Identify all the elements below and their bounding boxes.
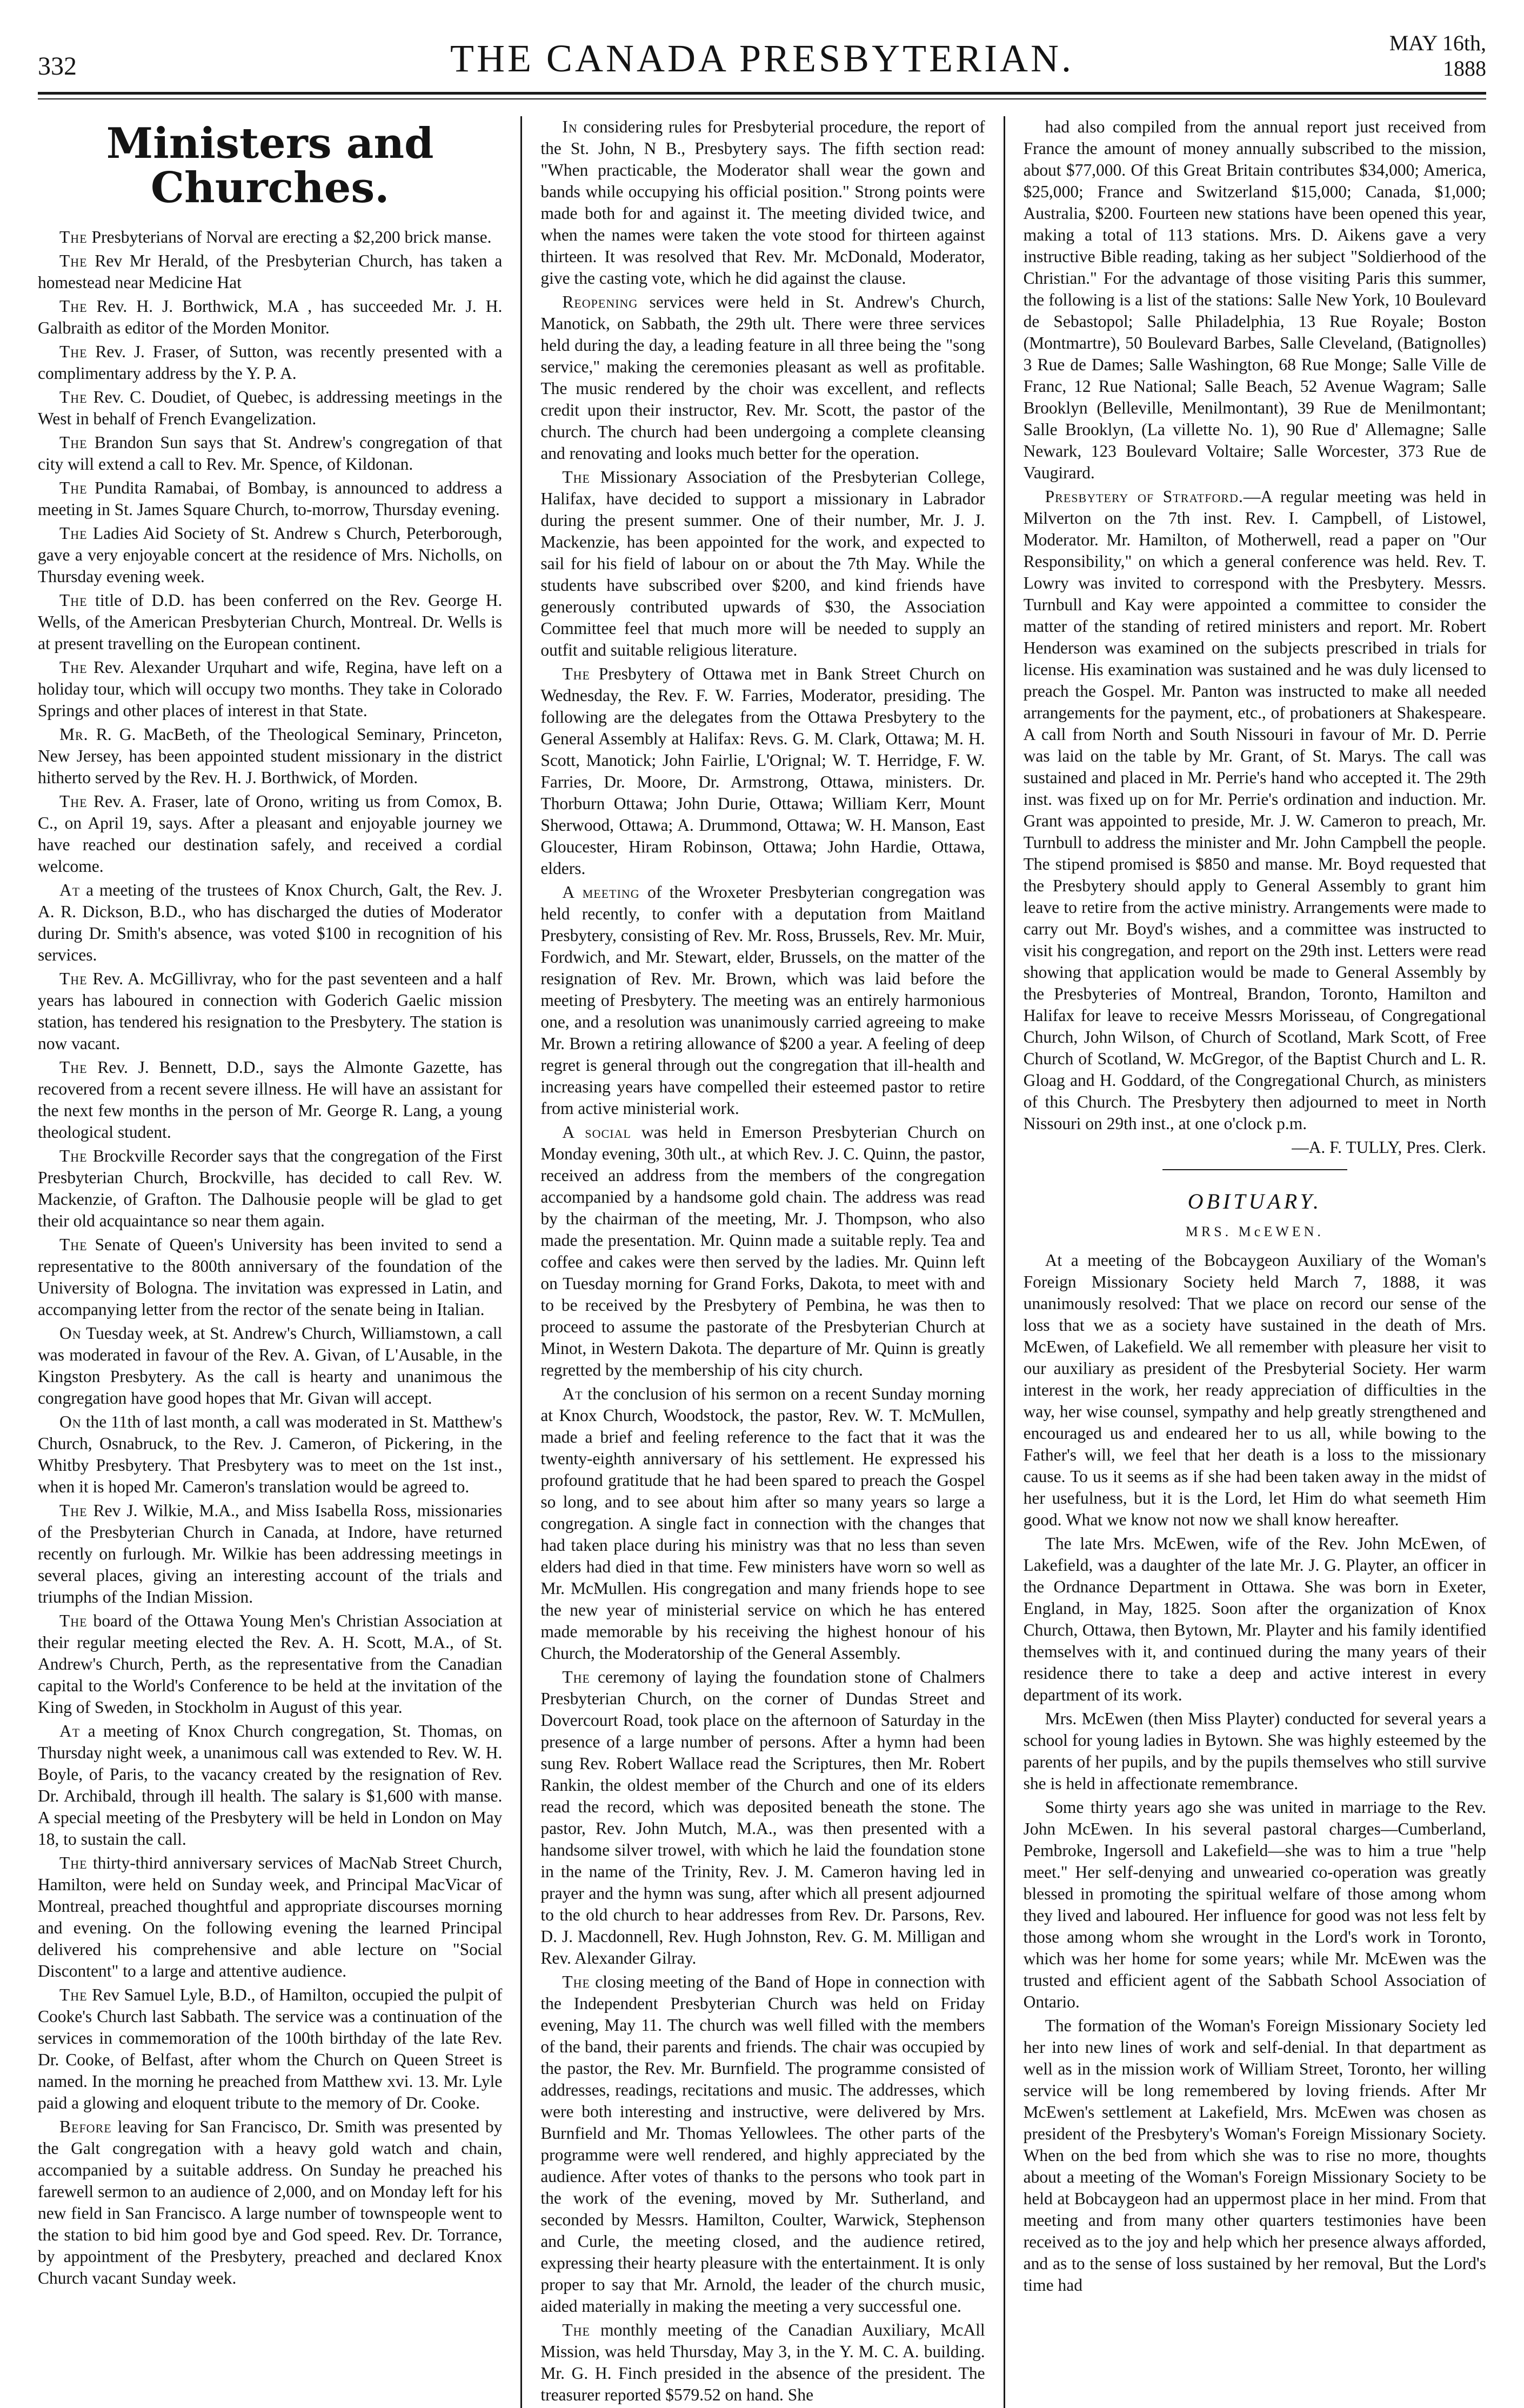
item-text: Pundita Ramabai, of Bombay, is announced to address a meeting in St. James Square Church, to-morrow, Thursday evening. (38, 478, 503, 519)
item-text: Senate of Queen's University has been invited to send a representative to the 800th anniversary of the foundation of the University of Bologna. The invitation was expressed in Latin, and accompanying letter from the rector of the senate being in Italian. (38, 1235, 503, 1319)
masthead (38, 22, 1486, 81)
news-item (1024, 2015, 1486, 2296)
item-lead-word: The (59, 1985, 88, 2004)
item-text: leaving for San Francisco, Dr. Smith was presented by the Galt congregation with a heavy gold watch and chain, accompanied by a suitable address. On Sunday he preached his farewell sermon to an audience of 2,000, and on Monday left for his new field in San Francisco. A large number of townspeople went to the station to bid him good bye and God speed. Rev. Dr. Torrance, by appointment of the Presbytery, preached and declared Knox Church vacant Sunday week. (38, 2117, 503, 2287)
item-lead-word: On (59, 1323, 82, 1343)
news-item (38, 1500, 502, 1608)
news-item (540, 2319, 985, 2406)
news-item (38, 1411, 502, 1498)
news-item (38, 2116, 502, 2289)
item-text: Rev. J. Fraser, of Sutton, was recently presented with a complimentary address by the Y. P. A. (38, 342, 503, 383)
news-item (38, 1323, 502, 1409)
news-item (1024, 1797, 1486, 2013)
news-item (38, 879, 502, 966)
item-text: considering rules for Presbyterial procedure, the report of the St. John, N B., Presbytery says. The fifth section read: "When practicable, the Moderator shall wear the gown and bands while occupying his official position." Strong points were made both for and against it. The meeting divided twice, and when the names were taken the vote stood for thirteen against thirteen. It was resolved that Rev. Mr. McDonald, Moderator, give the casting vote, which he did against the clause. (540, 117, 985, 288)
news-item (38, 1852, 502, 1982)
item-text: Rev. A. Fraser, late of Orono, writing us from Comox, B. C., on April 19, says. After a pleasant and enjoyable journey we have reached our destination safely, and received a cordial welcome. (38, 791, 503, 876)
item-text: a meeting of Knox Church congregation, St. Thomas, on Thursday night week, a unanimous call was extended to Rev. W. H. Boyle, of Paris, to the vacancy created by the resignation of Rev. Dr. Archibald, through ill health. The salary is $1,600 with manse. A special meeting of the Presbytery will be held in London on May 18, to sustain the call. (38, 1721, 503, 1849)
news-item (38, 296, 502, 339)
item-lead-word: The (59, 791, 88, 811)
item-lead-word: The (59, 342, 88, 361)
item-lead-word: The (59, 296, 88, 316)
item-text: a meeting of the trustees of Knox Church, Galt, the Rev. J. A. R. Dickson, B.D., who has discharged the duties of Moderator during Dr. Smith's absence, was voted $100 in recognition of his services. (38, 880, 503, 964)
news-item (38, 968, 502, 1055)
news-item (540, 466, 985, 661)
item-text: R. G. MacBeth, of the Theological Seminary, Princeton, New Jersey, has been appointed student missionary in the district hitherto served by the Rev. H. J. Borthwick, of Morden. (38, 724, 503, 787)
item-lead-word: The (59, 1853, 88, 1872)
item-lead-word: At (59, 1721, 81, 1740)
item-text: Mrs. McEwen (then Miss Playter) conducted for several years a school for young ladies in Bytown. She was highly esteemed by the parents of her pupils, and by the pupils themselves who still survive she is held in affectionate remembrance. (1023, 1709, 1486, 1793)
item-text: the conclusion of his sermon on a recent Sunday morning at Knox Church, Woodstock, the pastor, Rev. W. T. McMullen, made a brief and feeling reference to the fact that it was the twenty-eighth anniversary of his settlement. He expressed his profound gratitude that he had been spared to preach the Gospel so long, and to see about him after so many years so large a congregation. A single fact in connection with the changes that had taken place during his ministry was that no less than seven elders had died in that time. Few ministers have worn so well as Mr. McMullen. His congregation and many friends hope to see the new year of ministerial service on which he has entered made memorable by his receiving the highest honour of his Church, the Moderatorship of the General Assembly. (540, 1384, 985, 1663)
item-text: Rev. A. McGillivray, who for the past seventeen and a half years has laboured in connection with Goderich Gaelic mission station, has tendered his resignation to the Presbytery. The station is now vacant. (38, 969, 503, 1053)
obituary-heading: OBITUARY. (1187, 1189, 1322, 1213)
news-item (38, 1610, 502, 1718)
item-lead-word: The (59, 523, 88, 543)
item-lead-word: The (59, 478, 88, 497)
item-lead-word: The (59, 387, 88, 406)
item-text: title of D.D. has been conferred on the Rev. George H. Wells, of the American Presbyterian Church, Montreal. Dr. Wells is at present travelling on the European continent. (38, 590, 503, 653)
item-text: of the Wroxeter Presbyterian congregation was held recently, to confer with a deputation from Maitland Presbytery, consisting of Rev. Mr. Ross, Brussels, Rev. Mr. Muir, Fordwich, and Mr. Stewart, elder, Brussels, on the matter of the resignation of Rev. Mr. Brown, which was laid before the meeting of Presbytery. The meeting was an entirely harmonious one, and a resolution was unanimously carried agreeing to make Mr. Brown a retiring allowance of $200 a year. A feeling of deep regret is general through out the congregation that ill-health and increasing years have compelled their esteemed pastor to retire from active ministerial work. (540, 883, 985, 1118)
news-item (38, 1057, 502, 1143)
news-item (540, 882, 985, 1119)
item-text: Rev Mr Herald, of the Presbyterian Church, has taken a homestead near Medicine Hat (38, 251, 503, 292)
news-item (38, 1145, 502, 1232)
item-text: Rev. H. J. Borthwick, M.A , has succeeded Mr. J. H. Galbraith as editor of the Morden Monitor. (38, 296, 503, 337)
news-item (38, 1234, 502, 1320)
clerk-signature: —A. F. TULLY, Pres. Clerk. (1292, 1138, 1486, 1157)
item-lead-word: A social (562, 1123, 631, 1142)
item-lead-word: The (562, 1972, 590, 1991)
news-item (1024, 1250, 1486, 1531)
item-text: The formation of the Woman's Foreign Missionary Society led her into new lines of work and self-denial. In that department as well as in the mission work of William Street, Toronto, her willing service will be long remembered by loving friends. After Mr McEwen's settlement at Lakefield, Mrs. McEwen was chosen as president of the Presbytery's Woman's Foreign Missionary Society. When on the bed from which she was to rise no more, thoughts about a meeting of the Woman's Foreign Missionary Society to be held at Bobcaygeon had an uppermost place in her mind. From that meeting and from many other quarters testimonies have been received as to the joy and help which her presence always afforded, and as to the sense of loss sustained by her removal, But the Lord's time had (1023, 2016, 1486, 2294)
news-item (38, 724, 502, 789)
news-item (1024, 1708, 1486, 1795)
news-item (540, 116, 985, 289)
news-item (1024, 116, 1486, 484)
section-divider (1162, 1169, 1348, 1170)
header-rule (38, 92, 1486, 95)
news-item (38, 791, 502, 877)
issue-date: MAY 16th, 1888 (1389, 31, 1486, 81)
item-text: The late Mrs. McEwen, wife of the Rev. John McEwen, of Lakefield, was a daughter of the late Mr. J. G. Playter, an officer in the Ordnance Department in Ottawa. She was born in Exeter, England, in May, 1825. Soon after the organization of Knox Church, Ottawa, then Bytown, Mr. Playter and his family identified themselves with it, and continued during the many years of their residence there to take a deep and active interest in every department of its work. (1023, 1534, 1486, 1704)
item-text: Presbytery of Ottawa met in Bank Street Church on Wednesday, the Rev. F. W. Farries, Moderator, presiding. The following are the delegates from the Ottawa Presbytery to the General Assembly at Halifax: Revs. G. M. Clark, Ottawa; M. H. Scott, Manotick; John Fairlie, L'Orignal; W. T. Herridge, F. W. Farries, Dr. Moore, Dr. Armstrong, Ottawa, ministers. Dr. Thorburn Ottawa; John Durie, Ottawa; William Kerr, Mount Sherwood, Ottawa; A. Drummond, Ottawa; W. H. Manson, East Gloucester, Hiram Robinson, Ottawa; John Hardie, Ottawa, elders. (540, 664, 985, 878)
news-item (38, 523, 502, 588)
item-text: Rev J. Wilkie, M.A., and Miss Isabella Ross, missionaries of the Presbyterian Church in Canada, at Indore, have returned recently on furlough. Mr. Wilkie has been addressing meetings in several places, giving an interesting account of the trials and triumphs of the Indian Mission. (38, 1500, 503, 1606)
item-lead-word: At (562, 1384, 583, 1403)
item-lead-word: The (59, 227, 88, 246)
item-text: Rev. C. Doudiet, of Quebec, is addressing meetings in the West in behalf of French Evangelization. (38, 387, 503, 428)
item-lead-word: The (59, 969, 88, 988)
item-text: was held in Emerson Presbyterian Church on Monday evening, 30th ult., at which Rev. J. C. Quinn, the pastor, received an address from the members of the congregation accompanied by a handsome gold chain. The address was read by the chairman of the meeting, Mr. J. Thompson, who also made the presentation. Mr. Quinn made a suitable reply. Tea and coffee and cakes were then served by the ladies. Mr. Quinn left on Tuesday morning for Grand Forks, Dakota, to meet with and to be received by the Presbytery of Pembina, he was then to proceed to assume the pastorate of the Presbyterian Church at Minot, in Western Dakota. The departure of Mr. Quinn is greatly regretted by the membership of his city church. (540, 1123, 985, 1379)
item-lead-word: The (562, 2320, 590, 2339)
item-text: —A regular meeting was held in Milverton on the 7th inst. Rev. I. Campbell, of Listowel, Moderator. Mr. Hamilton, of Motherwell, read a paper on "Our Responsibility," on which a general conference was held. Rev. T. Lowry was invited to correspond with the Presbytery. Messrs. Turnbull and Kay were appointed a committee to consider the matter of the standing of retired ministers and report. Mr. Robert Henderson was examined on the subjects prescribed in trials for license. His examination was sustained and he was duly licensed to preach the Gospel. Mr. Panton was instructed to make all needed arrangements for the payment, etc., of probationers at Shakespeare. A call from North and South Nissouri in favour of Mr. D. Perrie was laid on the table by Mr. Grant, of St. Marys. The call was sustained and placed in Mr. Perrie's hand who accepted it. The 29th inst. was fixed up on for Mr. Perrie's ordination and induction. Mr. Grant was appointed to preside, Mr. J. W. Cameron to preach, Mr. Turnbull to address the minister and Mr. John Campbell the people. The stipend promised is $850 and manse. Mr. Boyd requested that the Presbytery should apply to General Assembly to grant him leave to retire from the active ministry. Arrangements were made to carry out Mr. Boyd's wishes, and a committee was instructed to visit his congregation, and report on the 29th inst. Letters were read showing that application would be made to General Assembly by the Presbyteries of Montreal, Brandon, Toronto, Hamilton and Halifax for leave to receive Messrs Morisseau, of Congregational Church, John Wilson, of Church of Scotland, Mark Scott, of Free Church of Scotland, W. McGregor, of the Baptist Church and L. R. Gloag and H. Goddard, of the Congregational Church, as ministers of this Church. The Presbytery then adjourned to meet in North Nissouri on 29th inst., at one o'clock p.m. (1023, 487, 1486, 1133)
item-text: Missionary Association of the Presbyterian College, Halifax, have decided to support a missionary in Labrador during the present summer. One of their number, Mr. J. J. Mackenzie, has been appointed for the work, and expected to sail for his field of labour on or about the 7th May. While the students have subscribed over $200, and kind friends have generously contributed upwards of $30, the Association Committee feel that much more will be needed to supply an outfit and suitable religious literature. (540, 468, 985, 659)
news-item (38, 226, 502, 248)
item-lead-word: The (59, 657, 88, 677)
news-item (540, 1383, 985, 1664)
item-text: closing meeting of the Band of Hope in connection with the Independent Presbyterian Church was held on Friday evening, May 11. The church was well filled with the members of the band, their parents and friends. The chair was occupied by the pastor, the Rev. Mr. Burnfield. The programme consisted of addresses, readings, recitations and music. The addresses, which were both interesting and instructive, were delivered by Mrs. Burnfield and Mr. Thomas Yellowlees. The other parts of the programme were well rendered, and highly appreciated by the audience. After votes of thanks to the persons who took part in the work of the evening, moved by Mr. Sutherland, and seconded by Messrs. Hamilton, Coulter, Warwick, Stephenson and Curle, the meeting closed, and the audience retired, expressing their hearty pleasure with the entertainment. It is only proper to say that Mr. Arnold, the leader of the church music, aided materially in making the meeting a very successful one. (540, 1972, 985, 2316)
left-column (38, 116, 520, 2408)
item-lead-word: At (59, 880, 81, 899)
item-text: Some thirty years ago she was united in marriage to the Rev. John McEwen. In his several pastoral charges—Cumberland, Pembroke, Ingersoll and Lakefield—she was to him a true "help meet." Her self-denying and unwearied co-operation was greatly blessed in promoting the spiritual welfare of those among whom they lived and laboured. Her influence for good was not less felt by those among whom she wrought in the Lord's work in Toronto, which was her home for some years; while Mr. McEwen was the trusted and efficient agent of the Sabbath School Association of Ontario. (1023, 1798, 1486, 2011)
item-text: thirty-third anniversary services of MacNab Street Church, Hamilton, were held on Sunday week, and Principal MacVicar of Montreal, preached thoughtful and appropriate discourses morning and evening. On the following evening the learned Principal delivered his comprehensive and able lecture on "Social Discontent" to a large and attentive audience. (38, 1853, 503, 1980)
item-lead-word: The (59, 432, 88, 452)
item-lead-word: The (562, 468, 590, 486)
item-lead-word: The (59, 1057, 88, 1077)
item-lead-word: Mr. (59, 724, 89, 744)
news-item (1024, 486, 1486, 1135)
news-item (38, 432, 502, 475)
item-text: Brandon Sun says that St. Andrew's congregation of that city will extend a call to Rev. Mr. Spence, of Kildonan. (38, 432, 503, 473)
article-columns (38, 116, 1486, 2404)
news-item (38, 1720, 502, 1850)
obituary-subheading: MRS. McEWEN. (1185, 1224, 1324, 1239)
item-text: Rev. J. Bennett, D.D., says the Almonte Gazette, has recovered from a recent severe illness. He will have an assistant for the next few months in the person of Mr. George R. Lang, a young theological student. (38, 1057, 503, 1142)
item-lead-word: The (562, 1667, 590, 1686)
item-text: board of the Ottawa Young Men's Christian Association at their regular meeting elected the Rev. A. H. Scott, M.A., of St. Andrew's Church, Perth, as the representative from the Canadian capital to the World's Conference to be held at the invitation of the King of Sweden, in Stockholm in August of this year. (38, 1611, 503, 1717)
news-item (38, 590, 502, 655)
news-item (38, 386, 502, 430)
item-lead-word: The (59, 1611, 88, 1630)
item-text: Rev Samuel Lyle, B.D., of Hamilton, occupied the pulpit of Cooke's Church last Sabbath. The service was a continuation of the services in commemoration of the 100th birthday of the late Rev. Dr. Cooke, of Belfast, after whom the Church on Queen Street is named. In the morning he preached from Matthew xvi. 13. Mr. Lyle paid a glowing and eloquent tribute to the memory of Dr. Cooke. (38, 1985, 503, 2112)
newspaper-title: THE CANADA PRESBYTERIAN. (450, 37, 1074, 80)
news-item (38, 657, 502, 722)
item-lead-word: Before (59, 2117, 112, 2136)
item-lead-word: The (59, 590, 88, 610)
news-item (38, 341, 502, 384)
item-lead-word: The (562, 664, 590, 683)
news-item (540, 291, 985, 464)
item-text: Brockville Recorder says that the congregation of the First Presbyterian Church, Brockville, has decided to call Rev. W. Mackenzie, of Grafton. The Dalhousie people will be glad to get their old acquaintance so near them again. (38, 1146, 503, 1230)
item-lead-word: Reopening (562, 292, 638, 311)
item-lead-word: In (562, 117, 578, 136)
section-heading: Ministers and Churches. (106, 119, 434, 212)
news-item (540, 1122, 985, 1381)
item-lead-word: The (59, 251, 88, 270)
item-text: Rev. Alexander Urquhart and wife, Regina, have left on a holiday tour, which will occupy two months. They take in Colorado Springs and other places of interest in that State. (38, 657, 503, 720)
page-number: 332 (38, 52, 77, 81)
item-text: had also compiled from the annual report just received from France the amount of money annually subscribed to the mission, about $77,000. Of this Great Britain contributes $34,000; America, $25,000; France and Switzerland $15,000; Canada, $1,000; Australia, $200. Fourteen new stations have been opened this year, making a total of 113 stations. Mrs. D. Aikens gave a very instructive Bible reading, taking as her subject "Soldierhood of the Christian." For the advantage of those visiting Paris this summer, the following is a list of the stations: Salle New York, 10 Boulevard de Sebastopol; Salle Philadelphia, 13 Rue Royale; Boston (Montmartre), 50 Boulevard Barbes, Salle Cleveland, (Batignolles) 3 Rue de Dames; Salle Washington, 68 Rue Monge; Salle Ville de Franc, 12 Rue National; Salle Beach, 52 Avenue Wagram; Salle Brooklyn (Belleville, Menilmontant), 39 Rue de Menilmontant; Salle Brooklyn, (La villette No. 1), 90 Rue d' Allemagne; Salle Newark, 123 Boulevard Voltaire; Salle Worcester, 373 Rue de Vaugirard. (1023, 117, 1486, 482)
item-text: Tuesday week, at St. Andrew's Church, Williamstown, a call was moderated in favour of the Rev. A. Givan, of L'Ausable, in the Kingston Presbytery. As the call is hearty and unanimous the congregation have good hopes that Mr. Givan will accept. (38, 1323, 503, 1408)
news-item (38, 477, 502, 521)
item-text: Ladies Aid Society of St. Andrew s Church, Peterborough, gave a very enjoyable concert at the residence of Mrs. Nicholls, on Thursday evening week. (38, 523, 503, 586)
header-rule-thin (38, 98, 1486, 99)
item-lead-word: The (59, 1146, 88, 1165)
news-item (540, 1666, 985, 1969)
news-item (1024, 1533, 1486, 1706)
news-item (540, 1971, 985, 2317)
middle-column (520, 116, 1003, 2408)
news-item (540, 663, 985, 879)
right-column (1004, 116, 1486, 2408)
item-text: ceremony of laying the foundation stone of Chalmers Presbyterian Church, on the corner of Dundas Street and Dovercourt Road, took place on the afternoon of Saturday in the presence of a large number of persons. After a hymn had been sung Rev. Robert Wallace read the Scriptures, then Mr. Robert Rankin, the oldest member of the Church and one of its elders read the record, which was deposited beneath the stone. The pastor, Rev. John Mutch, M.A., was then presented with a handsome silver trowel, with which he laid the foundation stone in the name of the Trinity, Rev. J. M. Cameron having led in prayer and the hymn was sung, after which all present adjourned to the old church to hear addresses from Rev. Dr. Parsons, Rev. D. J. Macdonnell, Rev. Hugh Johnston, Rev. G. M. Milligan and Rev. Alexander Gilray. (540, 1667, 985, 1967)
item-lead-word: A meeting (562, 883, 640, 902)
news-item (38, 1984, 502, 2114)
item-text: At a meeting of the Bobcaygeon Auxiliary of the Woman's Foreign Missionary Society held March 7, 1888, it was unanimously resolved: That we place on record our sense of the loss that we as a society have sustained in the death of Mrs. McEwen, of Lakefield. We all remember with pleasure her visit to our auxiliary as president of the Presbyterial Society. Her warm interest in the work, her ready appreciation of difficulties in the way, her wise counsel, sympathy and help greatly strengthened and encouraged us and endeared her to us all, while bowing to the Father's will, we feel that her death is a loss to the missionary cause. To us it seems as if she had been taken away in the midst of her usefulness, but it is the Lord, let Him do what seemeth Him good. What we know not now we shall know hereafter. (1023, 1251, 1486, 1529)
item-lead-word: Presbytery of Stratford. (1045, 487, 1244, 506)
item-text: the 11th of last month, a call was moderated in St. Matthew's Church, Osnabruck, to the Rev. J. Cameron, of Pickering, in the Whitby Presbytery. That Presbytery was to meet on the 1st inst., when it is hoped Mr. Cameron's translation would be agreed to. (38, 1412, 503, 1496)
news-item (38, 250, 502, 294)
item-lead-word: On (59, 1412, 82, 1431)
item-lead-word: The (59, 1235, 88, 1254)
item-lead-word: The (59, 1500, 88, 1520)
item-text: services were held in St. Andrew's Church, Manotick, on Sabbath, the 29th ult. There were three services held during the day, a leading feature in all three being the "song service," making the ceremonies pleasant as well as profitable. The music rendered by the choir was excellent, and reflects credit upon their instructor, Rev. Mr. Scott, the pastor of the church. The church had been undergoing a complete cleansing and renovating and looks much better for the operation. (540, 292, 985, 463)
item-text: Presbyterians of Norval are erecting a $2,200 brick manse. (87, 227, 492, 246)
item-text: monthly meeting of the Canadian Auxiliary, McAll Mission, was held Thursday, May 3, in the Y. M. C. A. building. Mr. G. H. Finch presided in the absence of the president. The treasurer reported $579.52 on hand. She (540, 2320, 985, 2404)
